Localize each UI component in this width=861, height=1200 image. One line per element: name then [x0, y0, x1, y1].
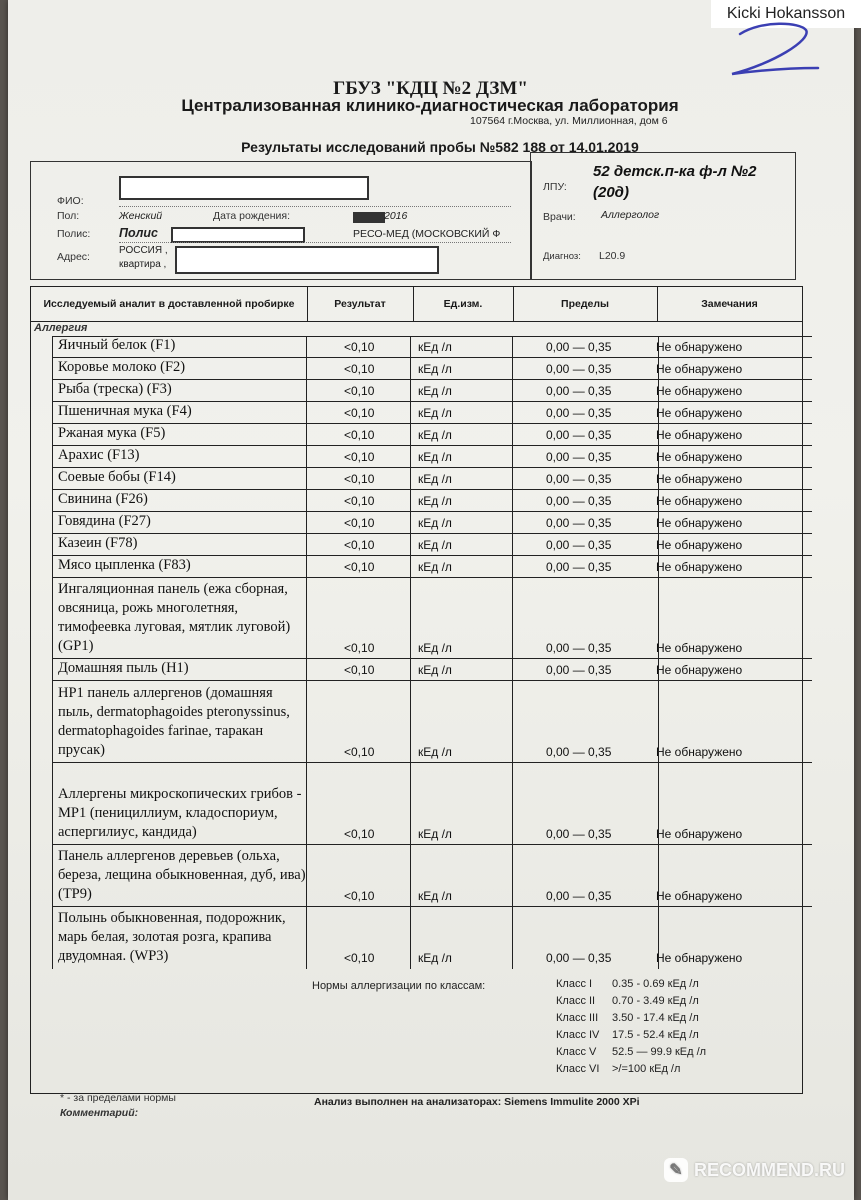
column-divider: [410, 659, 411, 681]
norm-class-name: Класс VI: [556, 1063, 600, 1075]
table-row: [52, 401, 812, 424]
analyte-name: Ржаная мука (F5): [58, 425, 166, 441]
column-divider: [512, 402, 513, 424]
result-value: <0,10: [344, 745, 375, 759]
result-value: <0,10: [344, 663, 375, 677]
table-row: [52, 577, 812, 659]
limits-value: 0,00 — 0,35: [546, 889, 612, 903]
insurer: РЕСО-МЕД (МОСКОВСКИЙ Ф: [353, 228, 501, 240]
result-value: <0,10: [344, 516, 375, 530]
redaction-policy: [171, 227, 305, 243]
norm-class-range: 0.70 - 3.49 кЕд /л: [612, 995, 699, 1007]
remark-value: Не обнаружено: [656, 384, 743, 398]
norm-class-row: [556, 1010, 706, 1027]
column-divider: [306, 358, 307, 380]
result-value: <0,10: [344, 641, 375, 655]
analyte-name: Полынь обыкновенная, подорожник, марь белая, золотая розга, крапива двудомная. (WP3): [58, 910, 286, 964]
column-divider: [512, 380, 513, 402]
analyzer-info: Анализ выполнен на анализаторах: Siemens Immulite 2000 XPi: [314, 1096, 640, 1108]
column-divider: [410, 578, 411, 659]
lpu-label: ЛПУ:: [543, 181, 567, 193]
result-value: <0,10: [344, 951, 375, 965]
unit-value: кЕд /л: [418, 472, 452, 486]
column-divider: [658, 845, 659, 907]
column-divider: [658, 578, 659, 659]
column-divider: [658, 380, 659, 402]
table-row: [52, 336, 812, 358]
dotted-line: [119, 242, 511, 243]
norm-class-row: [556, 1027, 706, 1044]
unit-value: кЕд /л: [418, 745, 452, 759]
column-divider: [658, 763, 659, 845]
limits-value: 0,00 — 0,35: [546, 641, 612, 655]
column-divider: [410, 402, 411, 424]
policy-value: Полис: [119, 226, 158, 240]
remark-value: Не обнаружено: [656, 406, 743, 420]
table-row: [52, 906, 812, 969]
column-divider: [658, 402, 659, 424]
column-divider: [658, 534, 659, 556]
section-allergy-label: Аллергия: [34, 322, 88, 334]
remark-value: Не обнаружено: [656, 516, 743, 530]
column-divider: [306, 490, 307, 512]
unit-value: кЕд /л: [418, 494, 452, 508]
analyte-name: Домашняя пыль (H1): [58, 660, 189, 676]
unit-value: кЕд /л: [418, 450, 452, 464]
column-divider: [658, 337, 659, 358]
norm-class-range: 3.50 - 17.4 кЕд /л: [612, 1012, 699, 1024]
limits-value: 0,00 — 0,35: [546, 663, 612, 677]
header-divider: [31, 321, 802, 322]
column-divider: [512, 681, 513, 763]
column-divider: [410, 534, 411, 556]
unit-value: кЕд /л: [418, 340, 452, 354]
column-divider: [512, 512, 513, 534]
analyte-name: Пшеничная мука (F4): [58, 403, 192, 419]
column-divider: [512, 907, 513, 969]
sex-label: Пол:: [57, 210, 80, 222]
table-row: [52, 511, 812, 534]
column-divider: [658, 424, 659, 446]
column-divider: [52, 681, 53, 763]
redaction-address: [175, 246, 439, 274]
lpu-value-line1: 52 детск.п-ка ф-л №2: [593, 163, 757, 180]
column-divider: [657, 287, 658, 321]
column-divider: [410, 337, 411, 358]
analyte-name: Яичный белок (F1): [58, 337, 176, 353]
dotted-line: [119, 206, 511, 207]
table-row: [52, 555, 812, 578]
limits-value: 0,00 — 0,35: [546, 450, 612, 464]
column-divider: [306, 534, 307, 556]
analyte-name: Ингаляционная панель (ежа сборная, овсяница, рожь многолетняя, тимофеевка луговая, мятлик луговой)(GP1): [58, 581, 291, 654]
unit-value: кЕд /л: [418, 951, 452, 965]
column-divider: [658, 358, 659, 380]
column-divider: [658, 490, 659, 512]
norms-label: Нормы аллергизации по классам:: [312, 980, 486, 992]
column-divider: [52, 446, 53, 468]
table-row: [52, 533, 812, 556]
column-divider: [512, 659, 513, 681]
limits-value: 0,00 — 0,35: [546, 951, 612, 965]
column-divider: [410, 907, 411, 969]
limits-value: 0,00 — 0,35: [546, 538, 612, 552]
column-divider: [512, 556, 513, 578]
footer-comment-label: Комментарий:: [60, 1107, 139, 1119]
limits-value: 0,00 — 0,35: [546, 827, 612, 841]
column-divider: [306, 681, 307, 763]
analyte-name: Арахис (F13): [58, 447, 140, 463]
column-divider: [52, 763, 53, 845]
table-row: [52, 423, 812, 446]
result-value: <0,10: [344, 472, 375, 486]
column-divider: [410, 490, 411, 512]
table-row: [52, 489, 812, 512]
table-row: [52, 658, 812, 681]
remark-value: Не обнаружено: [656, 472, 743, 486]
column-divider: [512, 490, 513, 512]
result-value: <0,10: [344, 538, 375, 552]
remark-value: Не обнаружено: [656, 663, 743, 677]
table-row: [52, 844, 812, 907]
column-divider: [306, 907, 307, 969]
column-divider: [306, 446, 307, 468]
column-divider: [658, 468, 659, 490]
limits-value: 0,00 — 0,35: [546, 428, 612, 442]
column-divider: [658, 907, 659, 969]
table-row: [52, 379, 812, 402]
address-label: Адрес:: [57, 251, 90, 263]
norm-class-range: 17.5 - 52.4 кЕд /л: [612, 1029, 699, 1041]
result-value: <0,10: [344, 406, 375, 420]
header-result: Результат: [334, 298, 386, 310]
analyte-name: HP1 панель аллергенов (домашняя пыль, dermatophagoides pteronyssinus, dermatophagoides farinae, таракан прусак): [58, 685, 290, 758]
result-value: <0,10: [344, 889, 375, 903]
handwritten-mark: [722, 18, 822, 78]
header-unit: Ед.изм.: [443, 298, 483, 310]
analyte-name: Рыба (треска) (F3): [58, 381, 172, 397]
recommend-logo-icon: ✎: [664, 1158, 688, 1182]
column-divider: [512, 337, 513, 358]
column-divider: [306, 468, 307, 490]
result-value: <0,10: [344, 450, 375, 464]
header-limits: Пределы: [561, 298, 609, 310]
column-divider: [52, 337, 53, 358]
column-divider: [306, 380, 307, 402]
diagnosis-value: L20.9: [599, 250, 626, 262]
remark-value: Не обнаружено: [656, 428, 743, 442]
analyte-name: Аллергены микроскопических грибов - MP1 (пенициллиум, кладоспориум, аспергилиус, кандида): [58, 786, 302, 840]
unit-value: кЕд /л: [418, 384, 452, 398]
norm-class-row: [556, 1044, 706, 1061]
remark-value: Не обнаружено: [656, 951, 743, 965]
column-divider: [52, 424, 53, 446]
watermark: [664, 1158, 845, 1182]
address-line2: квартира ,: [119, 259, 167, 270]
remark-value: Не обнаружено: [656, 494, 743, 508]
column-divider: [410, 468, 411, 490]
address-line1: РОССИЯ ,: [119, 245, 168, 256]
table-row: [52, 445, 812, 468]
column-divider: [306, 512, 307, 534]
column-divider: [512, 424, 513, 446]
norm-class-range: >/=100 кЕд /л: [612, 1063, 681, 1075]
unit-value: кЕд /л: [418, 516, 452, 530]
column-divider: [306, 337, 307, 358]
unit-value: кЕд /л: [418, 560, 452, 574]
column-divider: [658, 659, 659, 681]
remark-value: Не обнаружено: [656, 827, 743, 841]
fio-label: ФИО:: [57, 195, 84, 207]
column-divider: [512, 763, 513, 845]
unit-value: кЕд /л: [418, 641, 452, 655]
lab-address: 107564 г.Москва, ул. Миллионная, дом 6: [470, 115, 668, 127]
result-value: <0,10: [344, 428, 375, 442]
column-divider: [410, 446, 411, 468]
result-value: <0,10: [344, 362, 375, 376]
column-divider: [52, 490, 53, 512]
limits-value: 0,00 — 0,35: [546, 745, 612, 759]
column-divider: [410, 556, 411, 578]
unit-value: кЕд /л: [418, 827, 452, 841]
column-divider: [52, 468, 53, 490]
remark-value: Не обнаружено: [656, 340, 743, 354]
results-title: Результаты исследований пробы №582 188 от 14.01.2019: [241, 139, 639, 155]
column-divider: [658, 512, 659, 534]
patient-info-box: [30, 161, 532, 280]
column-divider: [306, 845, 307, 907]
column-divider: [52, 659, 53, 681]
column-divider: [52, 358, 53, 380]
column-divider: [512, 845, 513, 907]
limits-value: 0,00 — 0,35: [546, 516, 612, 530]
analyte-name: Свинина (F26): [58, 491, 148, 507]
column-divider: [306, 659, 307, 681]
dob-label: Дата рождения:: [213, 210, 290, 222]
column-divider: [410, 358, 411, 380]
limits-value: 0,00 — 0,35: [546, 494, 612, 508]
result-value: <0,10: [344, 494, 375, 508]
analyte-name: Говядина (F27): [58, 513, 151, 529]
footer-note: * - за пределами нормы: [60, 1092, 176, 1104]
photo-credit: Kicki Hokansson: [711, 0, 861, 28]
column-divider: [306, 402, 307, 424]
column-divider: [658, 556, 659, 578]
redaction-fio: [119, 176, 369, 200]
analyte-name: Коровье молоко (F2): [58, 359, 186, 375]
remark-value: Не обнаружено: [656, 538, 743, 552]
remark-value: Не обнаружено: [656, 641, 743, 655]
column-divider: [513, 287, 514, 321]
lpu-value-line2: (20д): [593, 184, 629, 201]
column-divider: [52, 907, 53, 969]
dob-value: 2016: [384, 210, 408, 222]
norms-classes: [556, 976, 706, 1078]
result-value: <0,10: [344, 340, 375, 354]
norm-class-name: Класс I: [556, 978, 593, 990]
column-divider: [512, 578, 513, 659]
diagnosis-label: Диагноз:: [543, 251, 581, 262]
unit-value: кЕд /л: [418, 362, 452, 376]
column-divider: [52, 556, 53, 578]
limits-value: 0,00 — 0,35: [546, 362, 612, 376]
limits-value: 0,00 — 0,35: [546, 472, 612, 486]
column-divider: [52, 845, 53, 907]
norm-class-name: Класс II: [556, 995, 596, 1007]
analyte-name: Казеин (F78): [58, 535, 138, 551]
unit-value: кЕд /л: [418, 538, 452, 552]
remark-value: Не обнаружено: [656, 450, 743, 464]
column-divider: [410, 424, 411, 446]
remark-value: Не обнаружено: [656, 362, 743, 376]
unit-value: кЕд /л: [418, 406, 452, 420]
analyte-name: Панель аллергенов деревьев (ольха, береза, лещина обыкновенная, дуб, ива)(TP9): [58, 848, 306, 902]
header-analyte: Исследуемый аналит в доставленной пробирке: [43, 298, 295, 310]
norm-class-range: 52.5 — 99.9 кЕд /л: [612, 1046, 707, 1058]
table-row: [52, 357, 812, 380]
column-divider: [658, 681, 659, 763]
unit-value: кЕд /л: [418, 889, 452, 903]
column-divider: [413, 287, 414, 321]
header-remarks: Замечания: [701, 298, 758, 310]
norm-class-name: Класс III: [556, 1012, 599, 1024]
remark-value: Не обнаружено: [656, 560, 743, 574]
column-divider: [512, 468, 513, 490]
column-divider: [306, 424, 307, 446]
watermark-text: RECOMMEND.RU: [694, 1159, 845, 1180]
column-divider: [52, 402, 53, 424]
norm-class-range: 0.35 - 0.69 кЕд /л: [612, 978, 699, 990]
organization-title: ГБУЗ "КДЦ №2 ДЗМ": [333, 78, 528, 99]
column-divider: [306, 763, 307, 845]
column-divider: [512, 358, 513, 380]
table-row: [52, 762, 812, 845]
doctor-label: Врачи:: [543, 211, 576, 223]
remark-value: Не обнаружено: [656, 745, 743, 759]
norm-class-row: [556, 976, 706, 993]
column-divider: [410, 845, 411, 907]
doctor-value: Аллерголог: [601, 209, 660, 221]
norm-class-row: [556, 993, 706, 1010]
result-value: <0,10: [344, 384, 375, 398]
column-divider: [410, 681, 411, 763]
column-divider: [52, 380, 53, 402]
sex-value: Женский: [119, 210, 163, 222]
policy-label: Полис:: [57, 228, 91, 240]
column-divider: [658, 446, 659, 468]
norm-class-row: [556, 1061, 706, 1078]
table-row: [52, 680, 812, 763]
column-divider: [52, 512, 53, 534]
limits-value: 0,00 — 0,35: [546, 340, 612, 354]
column-divider: [306, 556, 307, 578]
column-divider: [410, 380, 411, 402]
limits-value: 0,00 — 0,35: [546, 406, 612, 420]
result-value: <0,10: [344, 560, 375, 574]
unit-value: кЕд /л: [418, 428, 452, 442]
limits-value: 0,00 — 0,35: [546, 384, 612, 398]
lab-title: Централизованная клинико-диагностическая лаборатория: [181, 96, 679, 115]
column-divider: [307, 287, 308, 321]
column-divider: [52, 578, 53, 659]
column-divider: [306, 578, 307, 659]
column-divider: [410, 763, 411, 845]
unit-value: кЕд /л: [418, 663, 452, 677]
analyte-name: Соевые бобы (F14): [58, 469, 176, 485]
norm-class-name: Класс IV: [556, 1029, 600, 1041]
analyte-name: Мясо цыпленка (F83): [58, 557, 191, 573]
table-row: [52, 467, 812, 490]
column-divider: [52, 534, 53, 556]
limits-value: 0,00 — 0,35: [546, 560, 612, 574]
result-value: <0,10: [344, 827, 375, 841]
remark-value: Не обнаружено: [656, 889, 743, 903]
lpu-info-box: [530, 152, 796, 280]
column-divider: [410, 512, 411, 534]
norm-class-name: Класс V: [556, 1046, 597, 1058]
column-divider: [512, 446, 513, 468]
column-divider: [512, 534, 513, 556]
redaction-dob: [353, 212, 385, 223]
